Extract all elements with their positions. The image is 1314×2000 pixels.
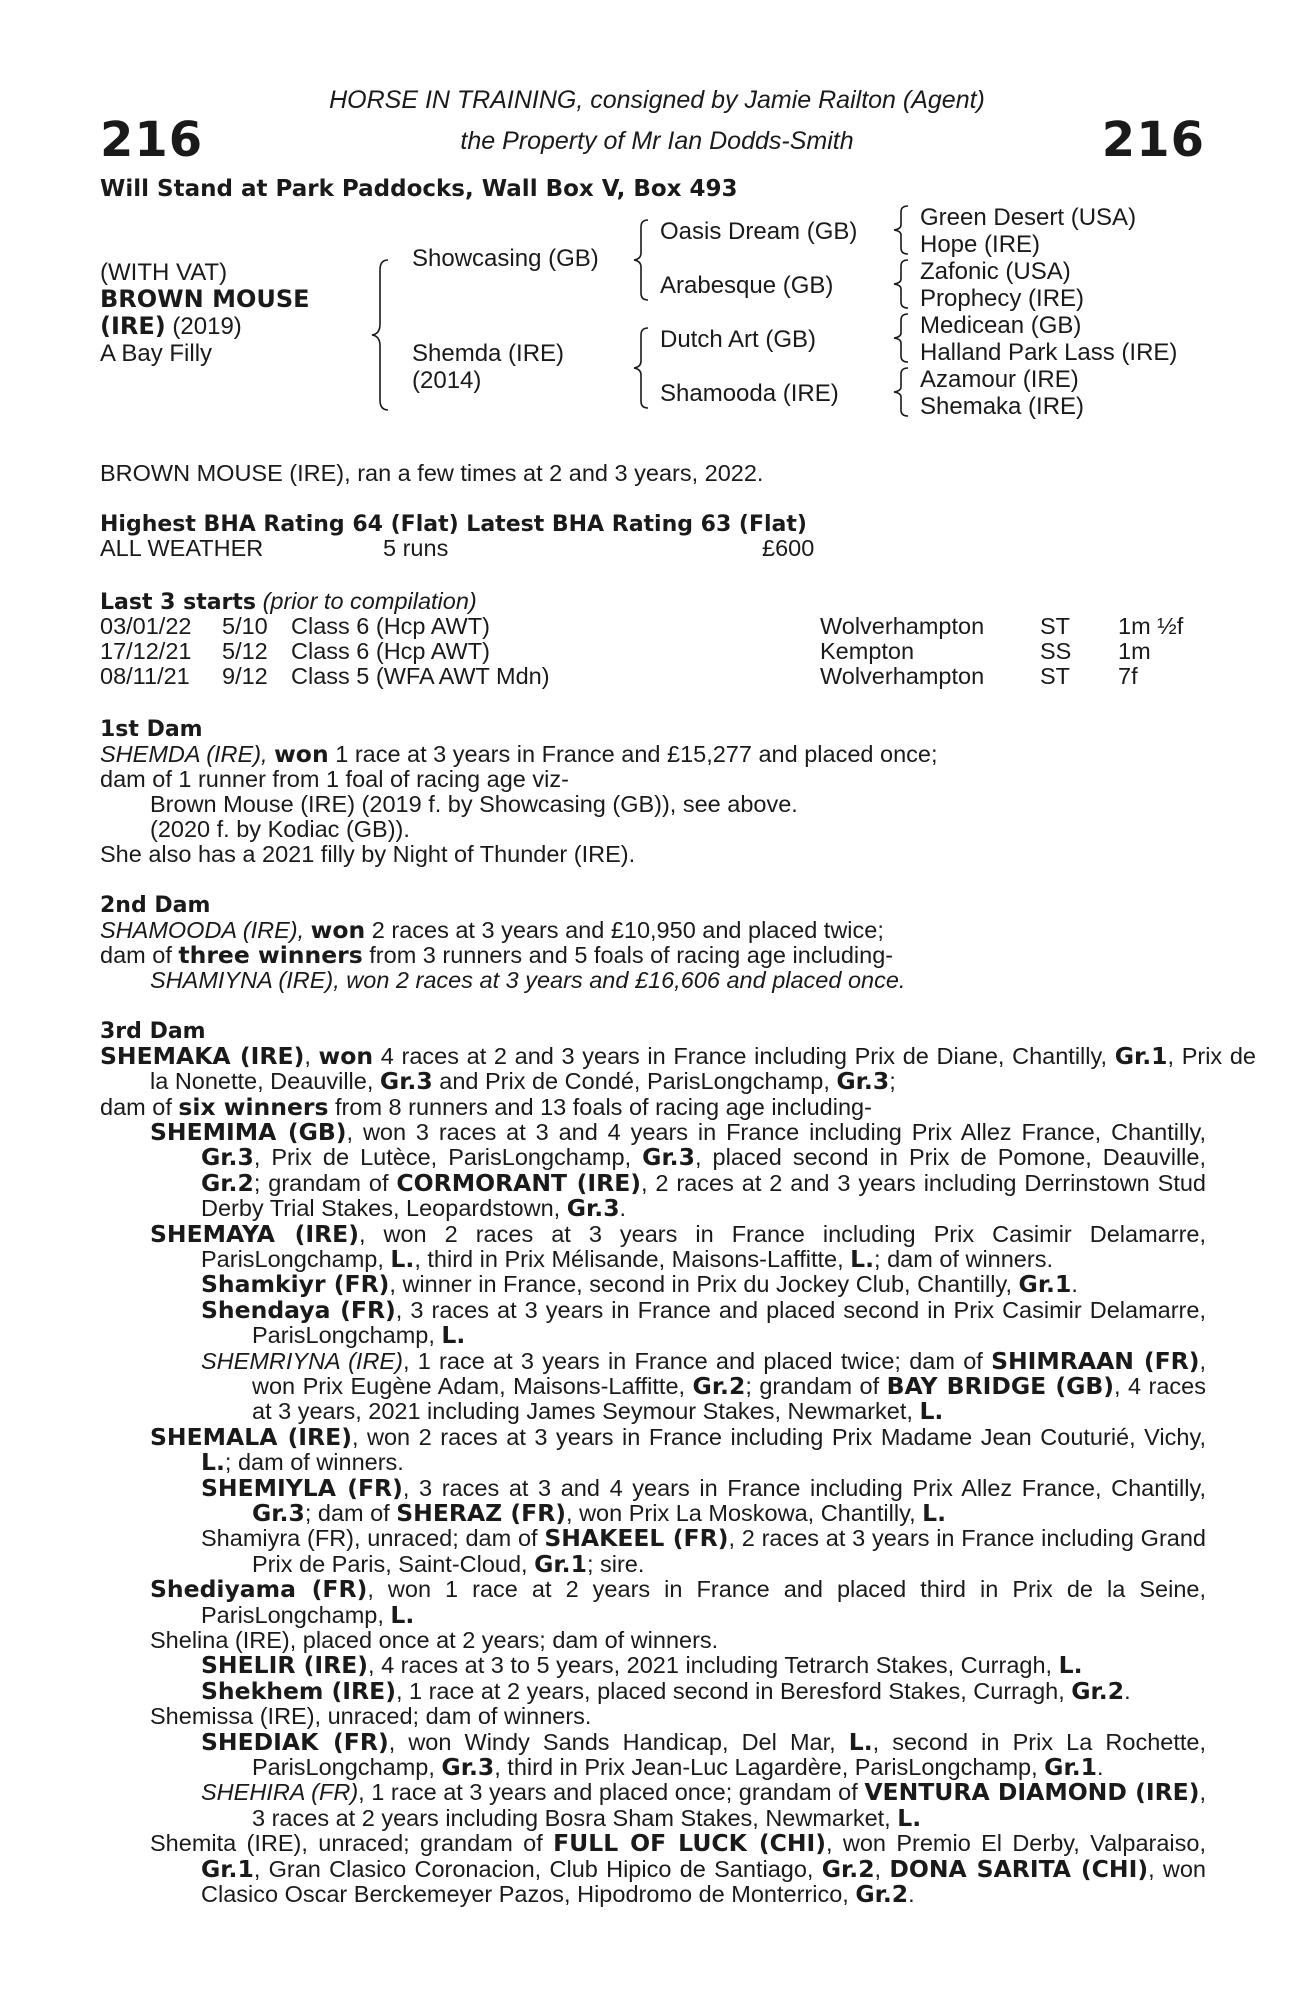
produce-entry-text: .	[1096, 1754, 1104, 1780]
produce-entry-text: .	[908, 1881, 915, 1907]
all-weather-label: ALL WEATHER	[100, 535, 264, 561]
third-dam-bold-text: Gr.3	[836, 1067, 890, 1096]
produce-entry-bold-text: SHERAZ (FR)	[396, 1499, 567, 1527]
produce-entry-italic-text: SHEHIRA (FR)	[201, 1779, 359, 1806]
first-dam-heading: 1st Dam	[100, 717, 203, 742]
produce-entry	[150, 1120, 1206, 1222]
produce-entry	[201, 1526, 1206, 1577]
first-dam-produce-1: Brown Mouse (IRE) (2019 f. by Showcasing (GB)), see above.	[150, 791, 798, 817]
stand-location: Will Stand at Park Paddocks, Wall Box V, Box 493	[100, 176, 738, 202]
produce-entry	[150, 1577, 1206, 1628]
produce-entry-bold-text: Gr.3	[566, 1194, 620, 1223]
produce-entry-bold-text: SHEDIAK (FR)	[201, 1727, 389, 1756]
produce-entry-bold-text: Shamkiyr (FR)	[201, 1270, 390, 1299]
produce-entry-text: , 1 race at 3 years and placed once; grandam of	[358, 1779, 865, 1806]
produce-entry-text: , 3 races at 3 and 4 years in France including Prix Allez France, Chantilly,	[402, 1474, 1207, 1501]
second-dam-line	[100, 918, 884, 943]
produce-entry-bold-text: SHEMAYA (IRE)	[150, 1219, 359, 1248]
produce-entry-bold-text: Gr.2	[855, 1880, 909, 1908]
produce-entry	[201, 1727, 1206, 1781]
produce-entry-bold-text: Shekhem (IRE)	[201, 1676, 396, 1705]
produce-entry-text: , placed second in Prix de Pomone, Deauville,	[694, 1144, 1206, 1171]
produce-entry-text: Shemissa (IRE), unraced; dam of winners.	[150, 1703, 592, 1730]
pedigree-brace-sire	[630, 218, 652, 302]
produce-entry	[201, 1653, 1206, 1678]
dam-sire-dam: Halland Park Lass (IRE)	[920, 339, 1178, 366]
third-dam-bold-text: Gr.3	[379, 1067, 433, 1096]
produce-entry-text: , Prix de Lutèce, ParisLongchamp,	[253, 1144, 643, 1171]
produce-entry-bold-text: VENTURA DIAMOND (IRE)	[864, 1778, 1200, 1807]
horse-year: (2019)	[172, 313, 242, 340]
start-dist: 1m ½f	[1118, 613, 1184, 639]
produce-entry	[201, 1676, 1206, 1705]
produce-entry	[150, 1704, 1206, 1729]
produce-entry-text: ; dam of	[304, 1500, 397, 1526]
produce-entry-text: ; grandam of	[745, 1373, 887, 1399]
sire-name: Showcasing (GB)	[412, 245, 599, 272]
start-date: 08/11/21	[100, 663, 190, 689]
produce-entry-bold-text: Gr.2	[821, 1854, 875, 1883]
sire-dam-sire: Zafonic (USA)	[920, 258, 1071, 285]
produce-entry	[150, 1831, 1206, 1907]
second-dam-produce-1: SHAMIYNA (IRE), won 2 races at 3 years and £16,606 and placed once.	[150, 967, 906, 993]
produce-entry	[201, 1780, 1206, 1831]
pedigree-brace-dam	[630, 326, 652, 410]
produce-entry-text: , won 3 races at 3 and 4 years in France including Prix Allez France, Chantilly,	[346, 1119, 1206, 1145]
second-dam-produce-count: from 3 runners and 5 foals of racing age including-	[362, 942, 894, 968]
third-dam-text: 4 races at 2 and 3 years in France including Prix de Diane, Chantilly,	[373, 1043, 1115, 1069]
start-class: Class 5 (WFA AWT Mdn)	[291, 663, 550, 689]
produce-entry-text: ; sire.	[586, 1550, 645, 1577]
start-class: Class 6 (Hcp AWT)	[291, 613, 490, 639]
produce-entry-bold-text: Gr.2	[692, 1372, 746, 1400]
produce-entry-bold-text: Gr.1	[534, 1549, 587, 1578]
dam-name: Shemda (IRE)	[412, 340, 565, 367]
start-dist: 1m	[1118, 638, 1151, 664]
produce-entry-text: , won Clasico Oscar Berckemeyer Pazos, Hipodromo de Monterrico,	[201, 1855, 1207, 1907]
second-dam-produce-intro	[100, 943, 893, 968]
third-dam-produce-intro	[100, 1095, 872, 1120]
produce-entry-text: , 2 races at 2 and 3 years including Derrinstown Stud Derby Trial Stakes, Leopardstown,	[201, 1169, 1206, 1222]
produce-entry-bold-text: Gr.1	[1018, 1270, 1072, 1299]
produce-entry-text: , 4 races at 3 years, 2021 including James Seymour Stakes, Newmarket,	[252, 1373, 1207, 1425]
produce-entry-bold-text: L.	[390, 1600, 415, 1629]
lot-number-right: 216	[1101, 112, 1205, 168]
produce-entry-text: , 3 races at 2 years including Bosra Sham Stakes, Newmarket,	[252, 1779, 1206, 1831]
sire-sire-sire: Green Desert (USA)	[920, 204, 1137, 231]
pedigree-brace-ss	[890, 204, 912, 256]
second-dam-dam-of: dam of	[100, 942, 179, 968]
produce-entry-bold-text: L.	[390, 1245, 415, 1273]
third-dam-produce-text: dam of	[100, 1094, 179, 1120]
third-dam-produce-bold-text: six winners	[178, 1093, 329, 1121]
first-dam-name: SHEMDA (IRE),	[100, 741, 275, 767]
dam-dam-sire: Azamour (IRE)	[920, 366, 1079, 393]
produce-entry-bold-text: L.	[919, 1397, 944, 1426]
start-pos: 5/12	[222, 638, 268, 664]
dam-dam-dam: Shemaka (IRE)	[920, 393, 1085, 420]
produce-entry-text: , 3 races at 3 years in France and placed second in Prix Casimir Delamarre, ParisLongchamp,	[252, 1296, 1206, 1349]
produce-entry-text: ; grandam of	[253, 1169, 397, 1196]
produce-entry	[150, 1219, 1206, 1273]
produce-entry-bold-text: L.	[922, 1499, 947, 1527]
first-dam-line	[100, 742, 937, 767]
produce-entry-text: ,	[874, 1855, 890, 1882]
start-course: Wolverhampton	[820, 613, 985, 639]
start-course: Kempton	[820, 638, 915, 664]
start-surface: SS	[1040, 638, 1072, 664]
third-dam-produce-text: from 8 runners and 13 foals of racing age including-	[328, 1094, 872, 1120]
produce-entry-bold-text: SHEMIMA (GB)	[150, 1118, 347, 1146]
pedigree-brace-dd	[890, 366, 912, 418]
dam-dam: Shamooda (IRE)	[660, 380, 839, 407]
produce-entry-bold-text: Gr.2	[201, 1168, 254, 1197]
produce-entry-bold-text: Gr.3	[201, 1143, 254, 1172]
all-weather-prize: £600	[762, 535, 815, 561]
start-date: 03/01/22	[100, 613, 192, 639]
horse-name-suffix-line	[100, 313, 242, 340]
property-line: the Property of Mr Ian Dodds-Smith	[460, 127, 854, 155]
produce-entry-bold-text: L.	[850, 1245, 875, 1273]
produce-entry-text: .	[1124, 1677, 1131, 1704]
produce-entry-text: , winner in France, second in Prix du Jockey Club, Chantilly,	[389, 1271, 1019, 1298]
produce-entry-text: , won 1 race at 2 years in France and placed third in Prix de la Seine, ParisLongchamp,	[201, 1576, 1206, 1628]
lot-number-left: 216	[100, 112, 204, 168]
produce-entry-text: , third in Prix Jean-Luc Lagardère, ParisLongchamp,	[494, 1754, 1045, 1780]
produce-entry	[201, 1473, 1207, 1527]
start-date: 17/12/21	[100, 638, 192, 664]
dam-sire: Dutch Art (GB)	[660, 326, 817, 353]
produce-entry	[201, 1295, 1206, 1350]
produce-entry-text: ; dam of winners.	[874, 1246, 1053, 1272]
produce-entry-bold-text: FULL OF LUCK (CHI)	[553, 1829, 826, 1858]
second-dam-winners: three winners	[178, 941, 363, 969]
produce-entry-bold-text: Gr.2	[1071, 1676, 1125, 1705]
last-starts-note: (prior to compilation)	[262, 588, 477, 614]
horse-name: BROWN MOUSE	[100, 285, 310, 313]
produce-entry-bold-text: Gr.3	[642, 1143, 695, 1172]
produce-entry-text: .	[1071, 1271, 1078, 1298]
last-starts-heading	[100, 589, 477, 615]
produce-entry-text: , Gran Clasico Coronacion, Club Hipico de Santiago,	[253, 1855, 822, 1882]
produce-entry-text: , second in Prix La Rochette, ParisLongchamp,	[252, 1728, 1206, 1780]
pedigree-brace-sd	[890, 258, 912, 310]
pedigree-brace-main	[368, 258, 394, 412]
produce-entry-text: ; dam of winners.	[224, 1449, 404, 1476]
start-class: Class 6 (Hcp AWT)	[291, 638, 490, 664]
produce-entry-bold-text: L.	[897, 1803, 922, 1832]
sire-dam: Arabesque (GB)	[660, 272, 834, 299]
produce-entry-bold-text: L.	[848, 1727, 873, 1756]
produce-entry-text: , won 2 races at 3 years in France including Prix Casimir Delamarre, ParisLongchamp,	[201, 1220, 1206, 1272]
third-dam-bold-text: Gr.1	[1114, 1042, 1168, 1070]
dam-sire-sire: Medicean (GB)	[920, 312, 1082, 339]
produce-entry	[150, 1628, 1206, 1653]
start-dist: 7f	[1118, 663, 1138, 689]
horse-country: (IRE)	[100, 312, 166, 340]
second-dam-name: SHAMOODA (IRE),	[100, 917, 311, 943]
first-dam-won: won	[274, 740, 329, 768]
third-dam-bold-text: SHEMAKA (IRE)	[100, 1042, 305, 1070]
third-dam-heading: 3rd Dam	[100, 1019, 206, 1044]
dam-year: (2014)	[412, 367, 482, 394]
produce-entry-bold-text: Shendaya (FR)	[201, 1295, 396, 1324]
produce-entry-bold-text: Gr.1	[1044, 1753, 1097, 1781]
consignor-line: HORSE IN TRAINING, consigned by Jamie Railton (Agent)	[329, 86, 985, 114]
third-dam-bold-text: won	[318, 1042, 374, 1070]
produce-entry-bold-text: Gr.3	[252, 1499, 305, 1527]
second-dam-won: won	[310, 916, 366, 944]
third-dam-text: , Prix de la Nonette, Deauville,	[150, 1043, 1256, 1095]
produce-entry-bold-text: DONA SARITA (CHI)	[889, 1854, 1149, 1883]
third-dam-text: ;	[889, 1068, 896, 1095]
produce-entry-bold-text: L.	[201, 1448, 225, 1477]
start-course: Wolverhampton	[820, 663, 985, 689]
vat-note: (WITH VAT)	[100, 259, 228, 286]
produce-entry-bold-text: Shediyama (FR)	[150, 1575, 368, 1604]
produce-entry-text: , won Windy Sands Handicap, Del Mar,	[388, 1728, 849, 1755]
first-dam-note: She also has a 2021 filly by Night of Thunder (IRE).	[100, 841, 636, 867]
produce-entry-bold-text: BAY BRIDGE (GB)	[886, 1372, 1115, 1400]
first-dam-produce-intro: dam of 1 runner from 1 foal of racing age viz-	[100, 766, 569, 792]
start-pos: 9/12	[222, 663, 268, 689]
produce-entry-bold-text: SHELIR (IRE)	[201, 1651, 369, 1680]
first-dam-record: 1 race at 3 years in France and £15,277 and placed once;	[328, 741, 938, 767]
produce-entry-italic-text: SHEMRIYNA (IRE)	[201, 1347, 403, 1374]
produce-entry-text: , won Prix Eugène Adam, Maisons-Laffitte,	[252, 1347, 1206, 1399]
produce-entry	[150, 1422, 1206, 1477]
produce-entry-text: Shelina (IRE), placed once at 2 years; dam of winners.	[150, 1627, 719, 1653]
produce-entry-text: , 1 race at 2 years, placed second in Beresford Stakes, Curragh,	[395, 1677, 1072, 1704]
produce-entry-text: , 1 race at 3 years in France and placed twice; dam of	[402, 1347, 992, 1374]
start-surface: ST	[1040, 663, 1071, 689]
second-dam-heading: 2nd Dam	[100, 893, 211, 918]
produce-entry-bold-text: Gr.3	[441, 1753, 495, 1781]
start-pos: 5/10	[222, 613, 268, 639]
produce-entry-bold-text: SHEMALA (IRE)	[150, 1422, 352, 1451]
produce-entry-bold-text: Gr.1	[201, 1854, 254, 1883]
produce-entry-text: Shamiyra (FR), unraced; dam of	[201, 1525, 545, 1552]
race-summary: BROWN MOUSE (IRE), ran a few times at 2 and 3 years, 2022.	[100, 460, 764, 486]
sire-sire-dam: Hope (IRE)	[920, 231, 1041, 258]
produce-entry-text: , won Prix La Moskowa, Chantilly,	[566, 1500, 923, 1526]
produce-entry-text: , won Premio El Derby, Valparaiso,	[826, 1830, 1206, 1857]
third-dam-text: and Prix de Condé, ParisLongchamp,	[432, 1068, 837, 1095]
produce-entry-bold-text: L.	[441, 1321, 466, 1350]
sire-sire: Oasis Dream (GB)	[660, 218, 858, 245]
produce-entry-text: , 4 races at 3 to 5 years, 2021 including Tetrarch Stakes, Curragh,	[368, 1652, 1059, 1679]
second-dam-record: 2 races at 3 years and £10,950 and placed twice;	[365, 917, 884, 943]
produce-entry	[201, 1346, 1207, 1426]
first-dam-produce-2: (2020 f. by Kodiac (GB)).	[150, 816, 410, 842]
pedigree-brace-ds	[890, 312, 912, 364]
last-starts-title: Last 3 starts	[100, 590, 257, 615]
horse-description: A Bay Filly	[100, 340, 213, 367]
produce-entry-bold-text: SHIMRAAN (FR)	[991, 1346, 1200, 1375]
produce-entry-bold-text: SHAKEEL (FR)	[544, 1524, 729, 1553]
produce-entry-text: , third in Prix Mélisande, Maisons-Laffitte,	[414, 1246, 851, 1272]
produce-entry-text: Shemita (IRE), unraced; grandam of	[150, 1830, 554, 1857]
produce-entry-bold-text: SHEMIYLA (FR)	[201, 1473, 403, 1502]
bha-ratings: Highest BHA Rating 64 (Flat) Latest BHA Rating 63 (Flat)	[100, 512, 807, 537]
produce-entry-text: , won 2 races at 3 years in France including Prix Madame Jean Couturié, Vichy,	[351, 1423, 1206, 1450]
produce-entry-text: .	[619, 1195, 627, 1222]
third-dam-record	[100, 1044, 1256, 1095]
produce-entry	[201, 1272, 1206, 1297]
produce-entry-bold-text: CORMORANT (IRE)	[396, 1168, 641, 1197]
start-surface: ST	[1040, 613, 1071, 639]
produce-entry-text: , 2 races at 3 years in France including Grand Prix de Paris, Saint-Cloud,	[252, 1525, 1206, 1577]
sire-dam-dam: Prophecy (IRE)	[920, 285, 1085, 312]
produce-entry-bold-text: L.	[1058, 1651, 1083, 1680]
third-dam-text: ,	[304, 1043, 319, 1069]
all-weather-runs: 5 runs	[383, 535, 449, 561]
